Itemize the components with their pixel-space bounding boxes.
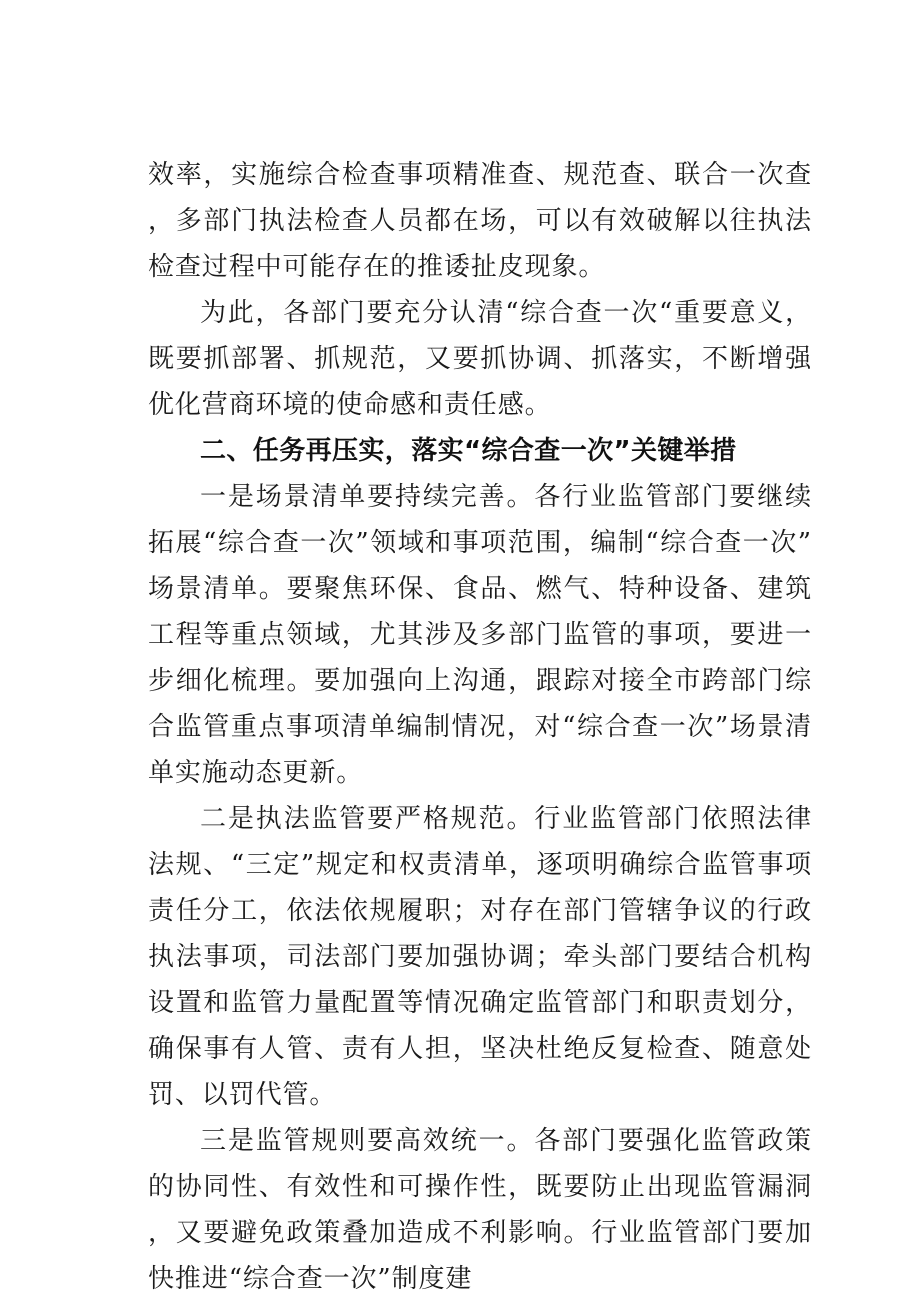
paragraph-rules: 三是监管规则要高效统一。各部门要强化监管政策的协同性、有效性和可操作性，既要防止出现监管漏洞，又要避免政策叠加造成不利影响。行业监管部门要加快推进“综合查一次”制度建 [148, 1126, 812, 1294]
document-body [148, 152, 812, 1302]
paragraph-continuation: 效率，实施综合检查事项精准查、规范查、联合一次查，多部门执法检查人员都在场，可以有效破解以往执法检查过程中可能存在的推诿扯皮现象。 [148, 160, 812, 282]
paragraph-scenario-list: 一是场景清单要持续完善。各行业监管部门要继续拓展“综合查一次”领域和事项范围，编制“综合查一次”场景清单。要聚焦环保、食品、燃气、特种设备、建筑工程等重点领域，尤其涉及多部门监管的事项，要进一步细化梳理。要加强向上沟通，跟踪对接全市跨部门综合监管重点事项清单编制情况，对“综合查一次”场景清单实施动态更新。 [148, 482, 812, 788]
section-heading: 二、任务再压实，落实“综合查一次”关键举措 [200, 436, 737, 466]
paragraph-enforcement: 二是执法监管要严格规范。行业监管部门依照法律法规、“三定”规定和权责清单，逐项明确综合监管事项责任分工，依法依规履职；对存在部门管辖争议的行政执法事项，司法部门要加强协调；牵头部门要结合机构设置和监管力量配置等情况确定监管部门和职责划分，确保事有人管、责有人担，坚决杜绝反复检查、随意处罚、以罚代管。 [148, 804, 812, 1110]
paragraph-significance: 为此，各部门要充分认清“综合查一次“重要意义，既要抓部署、抓规范，又要抓协调、抓落实，不断增强优化营商环境的使命感和责任感。 [148, 298, 812, 420]
